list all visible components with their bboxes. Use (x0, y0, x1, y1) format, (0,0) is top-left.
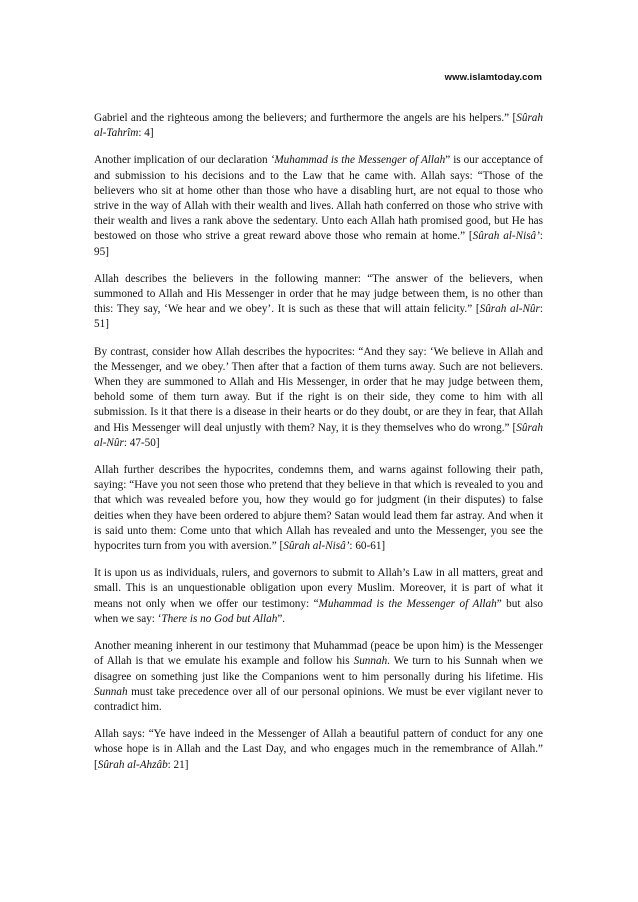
text-segment: Another implication of our declaration (94, 154, 271, 167)
surah-reference: Sûrah al-Nisâ’ (283, 540, 350, 553)
text-segment: ” but also when we say: ‘ (94, 597, 543, 625)
paragraph-7 (94, 639, 543, 715)
text-segment: Allah describes the believers in the following manner: “The answer of the believers, when summoned to Allah and His Messenger in order that he may judge between them, is no other than this: They say, ‘We hear and we obey’. It is such as these that will attain felicity.” [ (94, 272, 543, 316)
header-url: www.islamtoday.com (444, 72, 542, 83)
paragraph-6 (94, 566, 543, 627)
text-segment: . We turn to his Sunnah when we disagree on something just like the Companions went to him personally during his lifetime. His (94, 655, 544, 683)
text-segment: : 51] (94, 303, 543, 331)
surah-reference: Sûrah al-Nûr (479, 303, 540, 316)
text-segment: ” is our acceptance of and submission to his decisions and to the Law that he came with. Allah says: “Those of the believers who sit at home other than those who have a disabling hurt, are not equal to those who strive in the way of Allah with their wealth and lives. Allah hath conferred on those who strive with their wealth and lives a rank above the sedentary. Unto each Allah hath promised good, but He has bestowed on those who strive a great reward above those who remain at home.” [ (94, 154, 543, 243)
text-segment: must take precedence over all of our personal opinions. We must be ever vigilant never to contradict him. (94, 685, 543, 713)
paragraph-8 (94, 727, 543, 773)
text-segment: Allah further describes the hypocrites, condemns them, and warns against following their path, saying: “Have you not seen those who pretend that they believe in that which is revealed to you and that which was revealed before you, how they would go for judgment (in their disputes) to false deities when they have been ordered to abjure them? Satan would lead them far astray. And when it is said unto them: Come unto that which Allah has revealed and unto the Messenger, you see the hypocrites turn from you with aversion.” [ (94, 464, 543, 553)
text-segment: : 21] (167, 758, 189, 771)
paragraph-2 (94, 153, 543, 259)
italic-phrase: Sunnah (94, 685, 128, 698)
surah-reference: Sûrah al-Ahzâb (97, 758, 168, 771)
text-segment: Gabriel and the righteous among the believers; and furthermore the angels are his helpers.” [ (94, 112, 517, 124)
text-segment: : 47-50] (123, 436, 160, 449)
paragraph-4 (94, 345, 543, 451)
surah-reference: Sûrah al-Tahrîm (94, 112, 543, 140)
italic-phrase: ‘Muhammad is the Messenger of Allah (270, 154, 446, 167)
text-segment: : 4] (138, 127, 154, 140)
text-segment: ”. (277, 612, 286, 625)
paragraph-5 (94, 463, 543, 554)
surah-reference: Sûrah al-Nisâ’ (472, 230, 540, 243)
surah-reference: Sûrah al-Nûr (94, 421, 543, 449)
paragraph-3 (94, 272, 543, 333)
text-segment: By contrast, consider how Allah describes the hypocrites: “And they say: ‘We believe in Allah and the Messenger, and we obey.’ Then after that a faction of them turns away. Such are not believers. When they are summoned to Allah and His Messenger, in order that he may judge between them, behold some of them turn away. But if the right is on their side, they come to him with all submission. Is it that there is a disease in their hearts or do they doubt, or are they in fear, that Allah and His Messenger will deal unjustly with them? Nay, it is they themselves who do wrong.” [ (94, 345, 543, 434)
italic-phrase: There is no God but Allah (161, 612, 278, 625)
document-body (94, 111, 543, 785)
text-segment: It is upon us as individuals, rulers, and governors to submit to Allah’s Law in all matters, great and small. This is an unquestionable obligation upon every Muslim. Moreover, it is part of what it means not only when we offer our testimony: “ (94, 567, 543, 610)
text-segment: : 60-61] (349, 540, 386, 553)
text-segment: : 95] (94, 230, 543, 258)
text-segment: Allah says: “Ye have indeed in the Messenger of Allah a beautiful pattern of conduct for any one whose hope is in Allah and the Last Day, and who engages much in the remembrance of Allah.” [ (94, 728, 543, 771)
text-segment: Another meaning inherent in our testimony that Muhammad (peace be upon him) is the Messenger of Allah is that we emulate his example and follow his (94, 640, 543, 668)
paragraph-1 (94, 111, 543, 141)
italic-phrase: Muhammad is the Messenger of Allah (318, 597, 497, 610)
italic-phrase: Sunnah (353, 655, 388, 668)
